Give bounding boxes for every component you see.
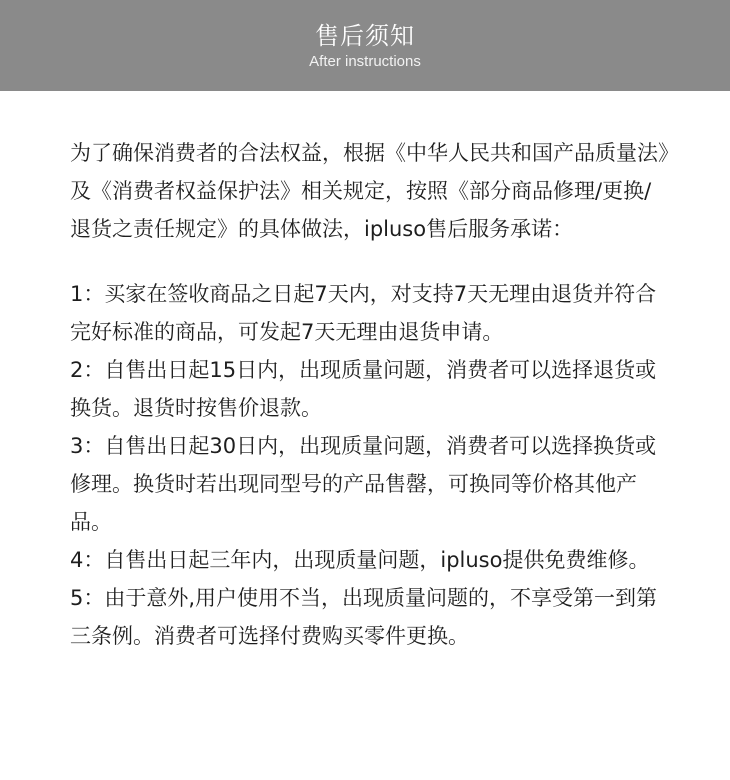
policy-clause-2: 2：自售出日起15日内，出现质量问题，消费者可以选择退货或换货。退货时按售价退款。	[70, 358, 657, 420]
policy-clause-4: 4：自售出日起三年内，出现质量问题，ipluso提供免费维修。	[70, 548, 650, 572]
intro-paragraph: 为了确保消费者的合法权益，根据《中华人民共和国产品质量法》及《消费者权益保护法》相关规定，按照《部分商品修理/更换/退货之责任规定》的具体做法，ipluso售后服务承诺：	[70, 141, 669, 241]
page-subtitle: After instructions	[309, 53, 421, 70]
page-title: 售后须知	[315, 22, 415, 50]
policy-clause-5: 5：由于意外,用户使用不当，出现质量问题的，不享受第一到第三条例。消费者可选择付费购买零件更换。	[70, 586, 658, 648]
policy-clause-1: 1：买家在签收商品之日起7天内，对支持7天无理由退货并符合完好标准的商品，可发起7天无理由退货申请。	[70, 282, 657, 344]
policy-content	[70, 134, 670, 655]
header-banner	[0, 0, 730, 91]
policy-clause-3: 3：自售出日起30日内，出现质量问题，消费者可以选择换货或修理。换货时若出现同型号的产品售罄，可换同等价格其他产品。	[70, 434, 657, 534]
